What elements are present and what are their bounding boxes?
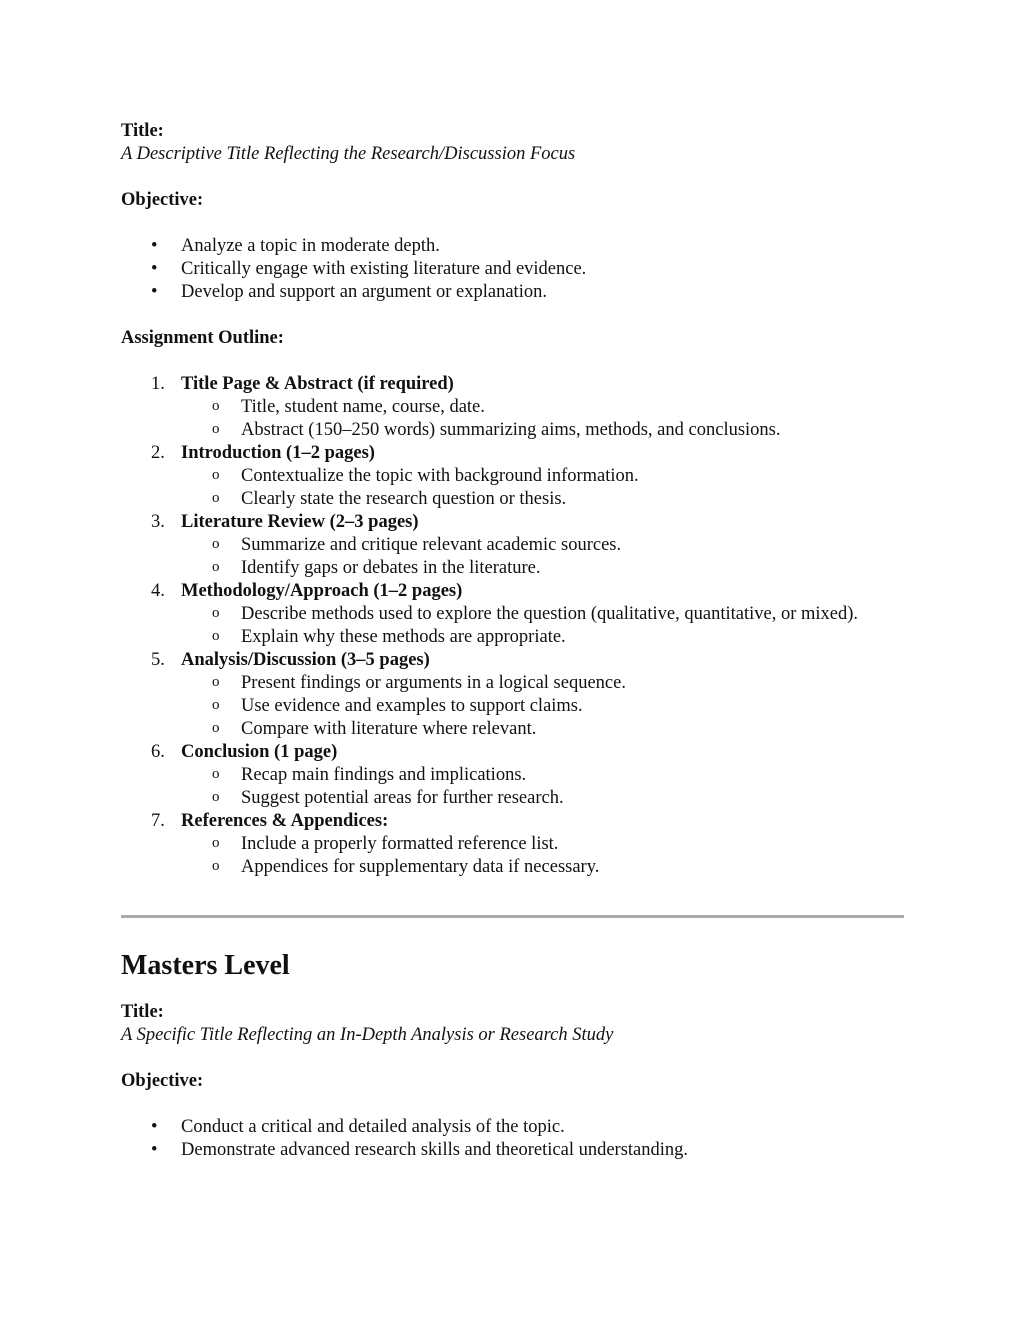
objective-label: Objective: [121,190,204,210]
section-heading-masters: Masters Level [121,950,290,981]
list-item: o Present findings or arguments in a logical sequence. [181,672,904,695]
list-item: o Recap main findings and implications. [181,764,904,787]
list-item: o Clearly state the research question or thesis. [181,488,904,511]
section-heading: Analysis/Discussion (3–5 pages) [181,650,430,670]
objective-list [121,1116,904,1162]
section-number: 1. [151,374,165,394]
outline-section [121,741,904,810]
outline-section [121,649,904,741]
list-item: o Use evidence and examples to support claims. [181,695,904,718]
section-heading: Conclusion (1 page) [181,742,338,762]
section-heading: Literature Review (2–3 pages) [181,512,419,532]
title-label: Title: [121,1002,164,1022]
outline-section [121,373,904,442]
list-item: o Summarize and critique relevant academic sources. [181,534,904,557]
section-heading: References & Appendices: [181,811,389,831]
list-item: o Abstract (150–250 words) summarizing aims, methods, and conclusions. [181,419,904,442]
document-page [121,120,904,1162]
outline-section [121,580,904,649]
list-item: • Conduct a critical and detailed analysis of the topic. [121,1116,904,1139]
objective-list [121,235,904,304]
title-text: A Specific Title Reflecting an In-Depth Analysis or Research Study [121,1025,614,1045]
list-item: • Develop and support an argument or explanation. [121,281,904,304]
list-item: • Critically engage with existing literature and evidence. [121,258,904,281]
list-item: o Contextualize the topic with background information. [181,465,904,488]
list-item: o Describe methods used to explore the question (qualitative, quantitative, or mixed). [181,603,904,626]
section-heading: Methodology/Approach (1–2 pages) [181,581,463,601]
list-item: • Demonstrate advanced research skills and theoretical understanding. [121,1139,904,1162]
section-number: 7. [151,811,165,831]
list-item: o Identify gaps or debates in the literature. [181,557,904,580]
objective-label: Objective: [121,1071,204,1091]
outline-section [121,810,904,879]
title-text: A Descriptive Title Reflecting the Research/Discussion Focus [121,144,576,164]
list-item: o Explain why these methods are appropriate. [181,626,904,649]
assignment-outline [121,373,904,879]
section-number: 3. [151,512,165,532]
title-label: Title: [121,121,164,141]
section-number: 4. [151,581,165,601]
outline-section [121,511,904,580]
outline-section [121,442,904,511]
list-item: o Appendices for supplementary data if necessary. [181,856,904,879]
list-item: o Title, student name, course, date. [181,396,904,419]
list-item: • Analyze a topic in moderate depth. [121,235,904,258]
list-item: o Compare with literature where relevant. [181,718,904,741]
outline-label: Assignment Outline: [121,328,284,348]
section-number: 5. [151,650,165,670]
section-number: 2. [151,443,165,463]
section-number: 6. [151,742,165,762]
section-heading: Introduction (1–2 pages) [181,443,375,463]
section-heading: Title Page & Abstract (if required) [181,374,454,394]
list-item: o Suggest potential areas for further research. [181,787,904,810]
list-item: o Include a properly formatted reference list. [181,833,904,856]
